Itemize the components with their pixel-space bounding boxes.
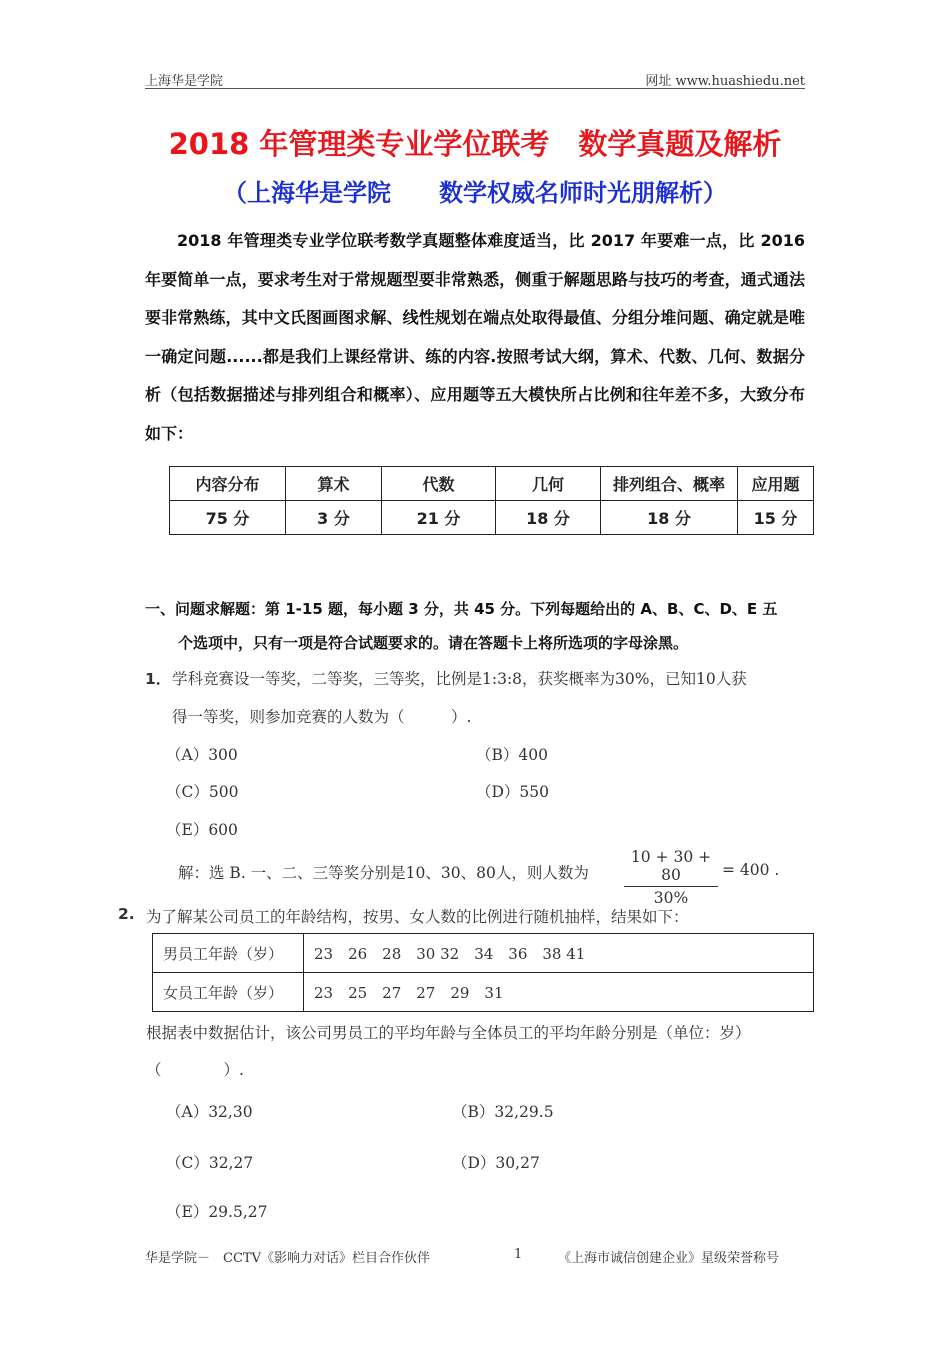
table-header-cell: 代数 (382, 467, 496, 501)
page-subtitle: （上海华是学院 数学权威名师时光朋解析） (223, 179, 727, 207)
q1-option-b: （B）400 (476, 746, 548, 764)
q2-line-3: （ ）. (146, 1061, 244, 1079)
ages-table (152, 933, 814, 1012)
footer-page-number: 1 (514, 1247, 523, 1262)
q1-number: 1． (145, 670, 172, 688)
q1-solution: 解：选 B. 一、二、三等奖分别是10、30、80人，则人数为 (178, 864, 589, 882)
table-row (153, 973, 814, 1012)
q1-option-a: （A）300 (166, 746, 238, 764)
table-row (153, 934, 814, 973)
table-header-cell: 应用题 (738, 467, 814, 501)
fraction-numerator: 10 + 30 + 80 (624, 848, 718, 887)
distribution-table (169, 466, 814, 535)
male-age-label: 男员工年龄（岁） (153, 934, 304, 973)
q2-option-b: （B）32,29.5 (452, 1103, 554, 1121)
page-title: 2018 年管理类专业学位联考 数学真题及解析 (168, 127, 782, 161)
section-line-2: 个选项中，只有一项是符合试题要求的。请在答题卡上将所选项的字母涂黑。 (178, 634, 689, 652)
section-heading (145, 592, 810, 660)
section-line-1: 一、问题求解题：第 1-15 题，每小题 3 分，共 45 分。下列每题给出的 A、B、C、D、E 五 (145, 600, 778, 618)
female-age-label: 女员工年龄（岁） (153, 973, 304, 1012)
table-header-cell: 几何 (496, 467, 601, 501)
table-cell: 18 分 (496, 501, 601, 535)
intro-paragraph: 2018 年管理类专业学位联考数学真题整体难度适当，比 2017 年要难一点，比 2016 年要简单一点，要求考生对于常规题型要非常熟悉，侧重于解题思路与技巧的考查，通式通法要非常熟练，其中文氏图画图求解、线性规划在端点处取得最值、分组分堆问题、确定就是唯一确定问题......都是我们上课经常讲、练的内容.按照考试大纲，算术、代数、几何、数据分析（包括数据描述与排列组合和概率）、应用题等五大模快所占比例和往年差不多，大致分布如下： (145, 231, 805, 443)
q2-line-2: 根据表中数据估计，该公司男员工的平均年龄与全体员工的平均年龄分别是（单位：岁） (146, 1024, 751, 1042)
table-cell: 21 分 (382, 501, 496, 535)
q2-option-d: （D）30,27 (452, 1154, 540, 1172)
female-age-values: 23 25 27 27 29 31 (304, 973, 814, 1012)
table-header-cell: 算术 (286, 467, 382, 501)
table-cell: 75 分 (170, 501, 286, 535)
header-right: 网址 www.huashiedu.net (645, 74, 805, 89)
header-left: 上海华是学院 (145, 74, 224, 89)
header-divider (145, 88, 805, 89)
footer-left: 华是学院－ CCTV《影响力对话》栏目合作伙伴 (145, 1251, 430, 1266)
q1-option-d: （D）550 (476, 783, 550, 801)
table-row (170, 501, 814, 535)
q1-line-1: 学科竞赛设一等奖，二等奖，三等奖，比例是1:3:8，获奖概率为30%，已知10人获 (172, 670, 747, 688)
q2-option-c: （C）32,27 (166, 1154, 254, 1172)
q2-option-e: （E）29.5,27 (166, 1203, 268, 1221)
male-age-values: 23 26 28 30 32 34 36 38 41 (304, 934, 814, 973)
q1-option-e: （E）600 (166, 821, 238, 839)
q2-number: 2. (118, 905, 135, 923)
q1-solution-result: = 400 . (722, 861, 780, 879)
table-header-cell: 排列组合、概率 (601, 467, 738, 501)
footer-right: 《上海市诚信创建企业》星级荣誉称号 (558, 1251, 780, 1266)
q2-line-1: 为了解某公司员工的年龄结构，按男、女人数的比例进行随机抽样，结果如下： (146, 908, 689, 926)
q1-fraction (624, 848, 718, 907)
q1-line-2: 得一等奖，则参加竞赛的人数为（ ）. (172, 708, 472, 726)
table-row (170, 467, 814, 501)
q2-option-a: （A）32,30 (166, 1103, 253, 1121)
q1-option-c: （C）500 (166, 783, 239, 801)
table-cell: 15 分 (738, 501, 814, 535)
fraction-denominator: 30% (653, 889, 689, 907)
table-cell: 18 分 (601, 501, 738, 535)
table-header-cell: 内容分布 (170, 467, 286, 501)
table-cell: 3 分 (286, 501, 382, 535)
